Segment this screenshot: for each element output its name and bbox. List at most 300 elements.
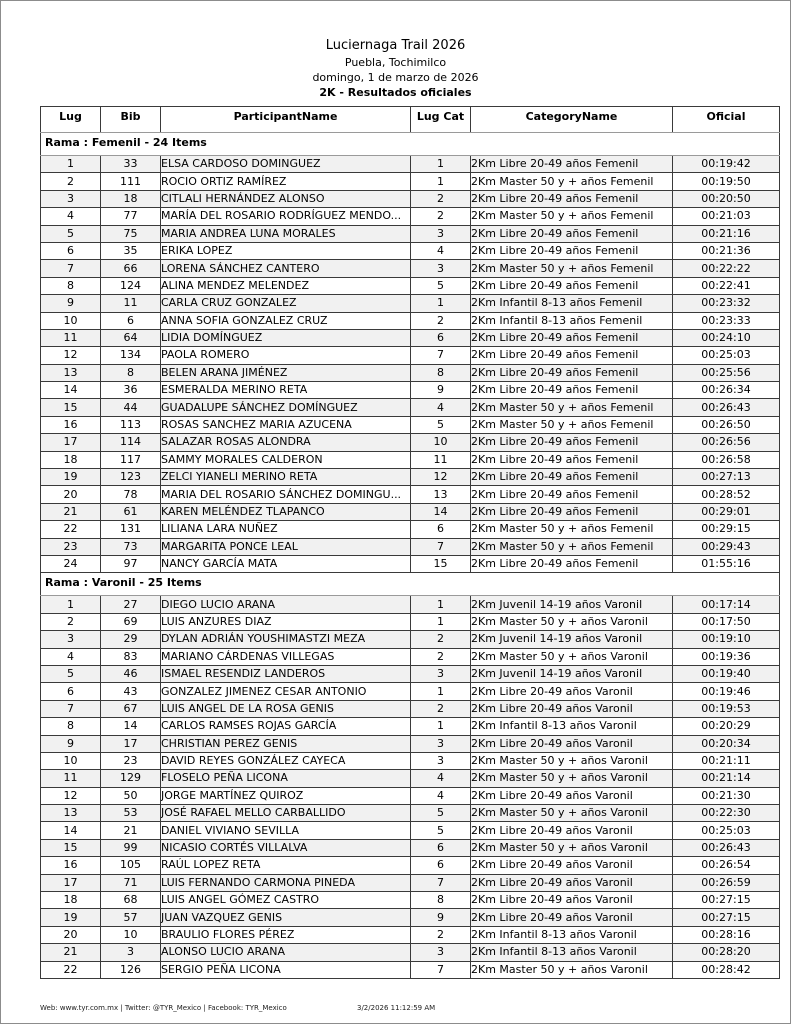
cell-participant-name: SERGIO PEÑA LICONA bbox=[161, 961, 411, 978]
cell-bib: 105 bbox=[101, 857, 161, 874]
cell-bib: 117 bbox=[101, 451, 161, 468]
cell-participant-name: DANIEL VIVIANO SEVILLA bbox=[161, 822, 411, 839]
cell-lug: 10 bbox=[41, 752, 101, 769]
cell-bib: 123 bbox=[101, 469, 161, 486]
cell-bib: 10 bbox=[101, 926, 161, 943]
cell-participant-name: MARIA DEL ROSARIO SÁNCHEZ DOMINGU... bbox=[161, 486, 411, 503]
cell-participant-name: JUAN VAZQUEZ GENIS bbox=[161, 909, 411, 926]
cell-participant-name: ESMERALDA MERINO RETA bbox=[161, 382, 411, 399]
table-row bbox=[41, 521, 780, 538]
table-row bbox=[41, 486, 780, 503]
cell-participant-name: MARIA ANDREA LUNA MORALES bbox=[161, 225, 411, 242]
cell-participant-name: NANCY GARCÍA MATA bbox=[161, 555, 411, 572]
event-title: Luciernaga Trail 2026 bbox=[325, 38, 466, 53]
cell-lug-cat: 3 bbox=[411, 225, 471, 242]
cell-category-name: 2Km Libre 20-49 años Varonil bbox=[471, 700, 673, 717]
group-label: Rama : Femenil - 24 Items bbox=[41, 133, 780, 156]
cell-participant-name: PAOLA ROMERO bbox=[161, 347, 411, 364]
cell-participant-name: ELSA CARDOSO DOMINGUEZ bbox=[161, 156, 411, 173]
cell-lug-cat: 6 bbox=[411, 329, 471, 346]
cell-category-name: 2Km Master 50 y + años Varonil bbox=[471, 839, 673, 856]
cell-lug-cat: 2 bbox=[411, 208, 471, 225]
cell-lug: 16 bbox=[41, 857, 101, 874]
cell-category-name: 2Km Libre 20-49 años Femenil bbox=[471, 225, 673, 242]
cell-category-name: 2Km Libre 20-49 años Femenil bbox=[471, 329, 673, 346]
cell-lug: 11 bbox=[41, 770, 101, 787]
table-row bbox=[41, 277, 780, 294]
cell-oficial: 00:26:50 bbox=[673, 416, 780, 433]
cell-category-name: 2Km Master 50 y + años Femenil bbox=[471, 538, 673, 555]
cell-lug: 23 bbox=[41, 538, 101, 555]
table-row bbox=[41, 596, 780, 613]
cell-oficial: 00:20:34 bbox=[673, 735, 780, 752]
cell-lug: 12 bbox=[41, 787, 101, 804]
cell-lug-cat: 9 bbox=[411, 382, 471, 399]
cell-lug: 21 bbox=[41, 503, 101, 520]
cell-oficial: 00:21:30 bbox=[673, 787, 780, 804]
cell-bib: 17 bbox=[101, 735, 161, 752]
cell-lug: 8 bbox=[41, 277, 101, 294]
cell-oficial: 00:21:16 bbox=[673, 225, 780, 242]
cell-bib: 69 bbox=[101, 613, 161, 630]
cell-oficial: 00:27:15 bbox=[673, 909, 780, 926]
col-header-category-name: CategoryName bbox=[471, 107, 673, 133]
cell-participant-name: LUIS FERNANDO CARMONA PINEDA bbox=[161, 874, 411, 891]
cell-oficial: 00:26:58 bbox=[673, 451, 780, 468]
cell-lug-cat: 2 bbox=[411, 190, 471, 207]
cell-oficial: 00:17:50 bbox=[673, 613, 780, 630]
table-row bbox=[41, 416, 780, 433]
event-date: domingo, 1 de marzo de 2026 bbox=[312, 71, 479, 84]
event-location: Puebla, Tochimilco bbox=[344, 56, 447, 69]
col-header-lug: Lug bbox=[41, 107, 101, 133]
cell-participant-name: LILIANA LARA NUÑEZ bbox=[161, 521, 411, 538]
cell-participant-name: BELEN ARANA JIMÉNEZ bbox=[161, 364, 411, 381]
cell-lug-cat: 1 bbox=[411, 156, 471, 173]
cell-category-name: 2Km Libre 20-49 años Femenil bbox=[471, 486, 673, 503]
cell-lug-cat: 2 bbox=[411, 926, 471, 943]
cell-lug: 15 bbox=[41, 399, 101, 416]
report-subtitle: 2K - Resultados oficiales bbox=[319, 86, 472, 99]
cell-category-name: 2Km Libre 20-49 años Femenil bbox=[471, 451, 673, 468]
cell-oficial: 00:21:36 bbox=[673, 242, 780, 259]
cell-bib: 64 bbox=[101, 329, 161, 346]
table-row bbox=[41, 961, 780, 978]
cell-participant-name: CITLALI HERNÁNDEZ ALONSO bbox=[161, 190, 411, 207]
cell-lug-cat: 5 bbox=[411, 416, 471, 433]
group-header-row bbox=[41, 133, 780, 156]
cell-bib: 78 bbox=[101, 486, 161, 503]
cell-category-name: 2Km Infantil 8-13 años Varonil bbox=[471, 944, 673, 961]
table-row bbox=[41, 173, 780, 190]
cell-lug: 12 bbox=[41, 347, 101, 364]
cell-bib: 97 bbox=[101, 555, 161, 572]
cell-lug-cat: 1 bbox=[411, 295, 471, 312]
cell-bib: 73 bbox=[101, 538, 161, 555]
cell-oficial: 00:19:36 bbox=[673, 648, 780, 665]
cell-oficial: 00:21:14 bbox=[673, 770, 780, 787]
col-header-participant-name: ParticipantName bbox=[161, 107, 411, 133]
table-row bbox=[41, 451, 780, 468]
cell-oficial: 00:24:10 bbox=[673, 329, 780, 346]
cell-oficial: 00:27:15 bbox=[673, 892, 780, 909]
table-row bbox=[41, 718, 780, 735]
cell-bib: 75 bbox=[101, 225, 161, 242]
cell-lug: 1 bbox=[41, 156, 101, 173]
cell-bib: 68 bbox=[101, 892, 161, 909]
table-row bbox=[41, 613, 780, 630]
table-row bbox=[41, 555, 780, 572]
cell-participant-name: SAMMY MORALES CALDERON bbox=[161, 451, 411, 468]
cell-bib: 134 bbox=[101, 347, 161, 364]
cell-category-name: 2Km Juvenil 14-19 años Varonil bbox=[471, 596, 673, 613]
cell-oficial: 00:25:56 bbox=[673, 364, 780, 381]
table-row bbox=[41, 225, 780, 242]
cell-oficial: 00:28:52 bbox=[673, 486, 780, 503]
cell-lug: 2 bbox=[41, 613, 101, 630]
cell-category-name: 2Km Infantil 8-13 años Femenil bbox=[471, 312, 673, 329]
cell-category-name: 2Km Libre 20-49 años Varonil bbox=[471, 909, 673, 926]
cell-lug-cat: 8 bbox=[411, 892, 471, 909]
cell-bib: 111 bbox=[101, 173, 161, 190]
cell-bib: 126 bbox=[101, 961, 161, 978]
cell-lug-cat: 10 bbox=[411, 434, 471, 451]
cell-category-name: 2Km Master 50 y + años Varonil bbox=[471, 770, 673, 787]
cell-category-name: 2Km Master 50 y + años Varonil bbox=[471, 805, 673, 822]
cell-participant-name: JOSÉ RAFAEL MELLO CARBALLIDO bbox=[161, 805, 411, 822]
cell-category-name: 2Km Libre 20-49 años Femenil bbox=[471, 156, 673, 173]
table-row bbox=[41, 364, 780, 381]
col-header-bib: Bib bbox=[101, 107, 161, 133]
cell-bib: 6 bbox=[101, 312, 161, 329]
table-row bbox=[41, 944, 780, 961]
table-row bbox=[41, 683, 780, 700]
cell-lug-cat: 3 bbox=[411, 260, 471, 277]
cell-lug: 6 bbox=[41, 242, 101, 259]
cell-lug-cat: 1 bbox=[411, 596, 471, 613]
table-row bbox=[41, 648, 780, 665]
cell-category-name: 2Km Master 50 y + años Varonil bbox=[471, 613, 673, 630]
cell-oficial: 00:20:29 bbox=[673, 718, 780, 735]
cell-bib: 124 bbox=[101, 277, 161, 294]
cell-lug: 17 bbox=[41, 434, 101, 451]
cell-bib: 18 bbox=[101, 190, 161, 207]
cell-lug: 18 bbox=[41, 892, 101, 909]
group-header-row bbox=[41, 573, 780, 596]
cell-bib: 77 bbox=[101, 208, 161, 225]
cell-oficial: 00:26:54 bbox=[673, 857, 780, 874]
cell-lug-cat: 3 bbox=[411, 665, 471, 682]
cell-participant-name: FLOSELO PEÑA LICONA bbox=[161, 770, 411, 787]
cell-lug-cat: 6 bbox=[411, 857, 471, 874]
cell-participant-name: ISMAEL RESENDIZ LANDEROS bbox=[161, 665, 411, 682]
cell-category-name: 2Km Infantil 8-13 años Varonil bbox=[471, 926, 673, 943]
cell-oficial: 00:26:59 bbox=[673, 874, 780, 891]
cell-participant-name: SALAZAR ROSAS ALONDRA bbox=[161, 434, 411, 451]
table-row bbox=[41, 538, 780, 555]
table-row bbox=[41, 892, 780, 909]
cell-lug-cat: 6 bbox=[411, 521, 471, 538]
cell-bib: 14 bbox=[101, 718, 161, 735]
cell-participant-name: GONZALEZ JIMENEZ CESAR ANTONIO bbox=[161, 683, 411, 700]
footer-print-timestamp: 3/2/2026 11:12:59 AM bbox=[357, 1004, 436, 1012]
table-row bbox=[41, 434, 780, 451]
cell-category-name: 2Km Libre 20-49 años Varonil bbox=[471, 822, 673, 839]
cell-category-name: 2Km Infantil 8-13 años Varonil bbox=[471, 718, 673, 735]
cell-bib: 21 bbox=[101, 822, 161, 839]
cell-category-name: 2Km Libre 20-49 años Varonil bbox=[471, 892, 673, 909]
table-row bbox=[41, 926, 780, 943]
cell-category-name: 2Km Libre 20-49 años Femenil bbox=[471, 503, 673, 520]
cell-bib: 67 bbox=[101, 700, 161, 717]
cell-oficial: 00:29:15 bbox=[673, 521, 780, 538]
table-row bbox=[41, 665, 780, 682]
cell-lug: 19 bbox=[41, 469, 101, 486]
cell-lug-cat: 2 bbox=[411, 631, 471, 648]
cell-participant-name: ALINA MENDEZ MELENDEZ bbox=[161, 277, 411, 294]
cell-bib: 35 bbox=[101, 242, 161, 259]
cell-lug-cat: 12 bbox=[411, 469, 471, 486]
cell-lug-cat: 5 bbox=[411, 277, 471, 294]
cell-lug: 17 bbox=[41, 874, 101, 891]
cell-lug-cat: 7 bbox=[411, 961, 471, 978]
cell-oficial: 00:26:34 bbox=[673, 382, 780, 399]
table-row bbox=[41, 382, 780, 399]
results-body bbox=[41, 133, 780, 979]
cell-lug: 1 bbox=[41, 596, 101, 613]
cell-lug: 6 bbox=[41, 683, 101, 700]
cell-bib: 113 bbox=[101, 416, 161, 433]
cell-participant-name: DYLAN ADRIÁN YOUSHIMASTZI MEZA bbox=[161, 631, 411, 648]
cell-oficial: 00:19:40 bbox=[673, 665, 780, 682]
cell-category-name: 2Km Infantil 8-13 años Femenil bbox=[471, 295, 673, 312]
cell-oficial: 00:23:32 bbox=[673, 295, 780, 312]
cell-category-name: 2Km Libre 20-49 años Varonil bbox=[471, 874, 673, 891]
cell-lug-cat: 2 bbox=[411, 700, 471, 717]
cell-category-name: 2Km Libre 20-49 años Femenil bbox=[471, 242, 673, 259]
cell-lug: 14 bbox=[41, 382, 101, 399]
table-row bbox=[41, 347, 780, 364]
cell-participant-name: GUADALUPE SÁNCHEZ DOMÍNGUEZ bbox=[161, 399, 411, 416]
cell-lug-cat: 14 bbox=[411, 503, 471, 520]
cell-oficial: 00:28:42 bbox=[673, 961, 780, 978]
table-row bbox=[41, 190, 780, 207]
table-row bbox=[41, 839, 780, 856]
cell-lug: 9 bbox=[41, 735, 101, 752]
cell-oficial: 00:19:42 bbox=[673, 156, 780, 173]
cell-bib: 83 bbox=[101, 648, 161, 665]
cell-category-name: 2Km Master 50 y + años Varonil bbox=[471, 752, 673, 769]
cell-lug: 7 bbox=[41, 260, 101, 277]
cell-oficial: 00:29:43 bbox=[673, 538, 780, 555]
cell-participant-name: KAREN MELÉNDEZ TLAPANCO bbox=[161, 503, 411, 520]
cell-oficial: 00:21:03 bbox=[673, 208, 780, 225]
cell-lug-cat: 4 bbox=[411, 242, 471, 259]
cell-category-name: 2Km Libre 20-49 años Varonil bbox=[471, 683, 673, 700]
cell-participant-name: CHRISTIAN PEREZ GENIS bbox=[161, 735, 411, 752]
cell-category-name: 2Km Libre 20-49 años Femenil bbox=[471, 347, 673, 364]
cell-participant-name: ANNA SOFIA GONZALEZ CRUZ bbox=[161, 312, 411, 329]
table-row bbox=[41, 909, 780, 926]
cell-participant-name: ERIKA LOPEZ bbox=[161, 242, 411, 259]
results-table bbox=[40, 106, 780, 979]
cell-lug-cat: 7 bbox=[411, 347, 471, 364]
cell-participant-name: JORGE MARTÍNEZ QUIROZ bbox=[161, 787, 411, 804]
table-row bbox=[41, 208, 780, 225]
cell-lug: 13 bbox=[41, 805, 101, 822]
cell-lug: 16 bbox=[41, 416, 101, 433]
cell-participant-name: ALONSO LUCIO ARANA bbox=[161, 944, 411, 961]
table-row bbox=[41, 295, 780, 312]
cell-lug-cat: 13 bbox=[411, 486, 471, 503]
cell-lug-cat: 4 bbox=[411, 787, 471, 804]
cell-bib: 53 bbox=[101, 805, 161, 822]
cell-lug-cat: 6 bbox=[411, 839, 471, 856]
cell-bib: 8 bbox=[101, 364, 161, 381]
table-row bbox=[41, 874, 780, 891]
cell-bib: 43 bbox=[101, 683, 161, 700]
cell-lug: 19 bbox=[41, 909, 101, 926]
cell-lug: 22 bbox=[41, 961, 101, 978]
cell-lug-cat: 2 bbox=[411, 648, 471, 665]
cell-category-name: 2Km Master 50 y + años Femenil bbox=[471, 416, 673, 433]
cell-participant-name: LIDIA DOMÍNGUEZ bbox=[161, 329, 411, 346]
cell-category-name: 2Km Libre 20-49 años Femenil bbox=[471, 382, 673, 399]
cell-bib: 66 bbox=[101, 260, 161, 277]
cell-oficial: 00:29:01 bbox=[673, 503, 780, 520]
cell-participant-name: MARGARITA PONCE LEAL bbox=[161, 538, 411, 555]
cell-lug-cat: 4 bbox=[411, 770, 471, 787]
cell-participant-name: ROCIO ORTIZ RAMÍREZ bbox=[161, 173, 411, 190]
cell-oficial: 00:22:22 bbox=[673, 260, 780, 277]
cell-oficial: 01:55:16 bbox=[673, 555, 780, 572]
cell-bib: 71 bbox=[101, 874, 161, 891]
cell-category-name: 2Km Master 50 y + años Femenil bbox=[471, 208, 673, 225]
cell-oficial: 00:19:53 bbox=[673, 700, 780, 717]
group-label: Rama : Varonil - 25 Items bbox=[41, 573, 780, 596]
cell-oficial: 00:22:30 bbox=[673, 805, 780, 822]
cell-category-name: 2Km Master 50 y + años Femenil bbox=[471, 521, 673, 538]
table-row bbox=[41, 156, 780, 173]
cell-participant-name: MARIANO CÁRDENAS VILLEGAS bbox=[161, 648, 411, 665]
cell-lug-cat: 1 bbox=[411, 173, 471, 190]
cell-lug-cat: 1 bbox=[411, 613, 471, 630]
cell-category-name: 2Km Libre 20-49 años Femenil bbox=[471, 364, 673, 381]
cell-lug-cat: 7 bbox=[411, 538, 471, 555]
footer-links: Web: www.tyr.com.mx | Twitter: @TYR_Mexico | Facebook: TYR_Mexico bbox=[40, 1004, 287, 1012]
cell-participant-name: CARLA CRUZ GONZALEZ bbox=[161, 295, 411, 312]
cell-lug-cat: 3 bbox=[411, 944, 471, 961]
cell-participant-name: NICASIO CORTÉS VILLALVA bbox=[161, 839, 411, 856]
cell-participant-name: ROSAS SANCHEZ MARIA AZUCENA bbox=[161, 416, 411, 433]
cell-lug: 18 bbox=[41, 451, 101, 468]
cell-category-name: 2Km Libre 20-49 años Varonil bbox=[471, 787, 673, 804]
cell-oficial: 00:17:14 bbox=[673, 596, 780, 613]
cell-oficial: 00:19:50 bbox=[673, 173, 780, 190]
cell-lug: 24 bbox=[41, 555, 101, 572]
cell-lug-cat: 2 bbox=[411, 312, 471, 329]
cell-lug-cat: 15 bbox=[411, 555, 471, 572]
cell-oficial: 00:26:43 bbox=[673, 839, 780, 856]
cell-bib: 99 bbox=[101, 839, 161, 856]
cell-oficial: 00:26:56 bbox=[673, 434, 780, 451]
cell-participant-name: ZELCI YIANELI MERINO RETA bbox=[161, 469, 411, 486]
cell-bib: 29 bbox=[101, 631, 161, 648]
cell-lug: 5 bbox=[41, 665, 101, 682]
cell-lug-cat: 7 bbox=[411, 874, 471, 891]
cell-lug: 9 bbox=[41, 295, 101, 312]
cell-category-name: 2Km Libre 20-49 años Varonil bbox=[471, 857, 673, 874]
cell-category-name: 2Km Master 50 y + años Femenil bbox=[471, 399, 673, 416]
cell-lug: 2 bbox=[41, 173, 101, 190]
cell-lug: 7 bbox=[41, 700, 101, 717]
cell-oficial: 00:26:43 bbox=[673, 399, 780, 416]
table-row bbox=[41, 469, 780, 486]
cell-oficial: 00:28:20 bbox=[673, 944, 780, 961]
cell-lug: 3 bbox=[41, 631, 101, 648]
table-row bbox=[41, 631, 780, 648]
table-row bbox=[41, 857, 780, 874]
cell-category-name: 2Km Libre 20-49 años Femenil bbox=[471, 434, 673, 451]
cell-lug: 22 bbox=[41, 521, 101, 538]
cell-category-name: 2Km Master 50 y + años Varonil bbox=[471, 961, 673, 978]
cell-participant-name: DAVID REYES GONZÁLEZ CAYECA bbox=[161, 752, 411, 769]
cell-participant-name: DIEGO LUCIO ARANA bbox=[161, 596, 411, 613]
cell-bib: 36 bbox=[101, 382, 161, 399]
cell-participant-name: CARLOS RAMSES ROJAS GARCÍA bbox=[161, 718, 411, 735]
cell-oficial: 00:22:41 bbox=[673, 277, 780, 294]
cell-lug: 3 bbox=[41, 190, 101, 207]
cell-bib: 44 bbox=[101, 399, 161, 416]
cell-oficial: 00:21:11 bbox=[673, 752, 780, 769]
cell-lug: 11 bbox=[41, 329, 101, 346]
cell-bib: 57 bbox=[101, 909, 161, 926]
cell-lug: 8 bbox=[41, 718, 101, 735]
cell-oficial: 00:25:03 bbox=[673, 822, 780, 839]
cell-bib: 3 bbox=[101, 944, 161, 961]
table-row bbox=[41, 312, 780, 329]
cell-bib: 46 bbox=[101, 665, 161, 682]
cell-lug: 15 bbox=[41, 839, 101, 856]
cell-bib: 114 bbox=[101, 434, 161, 451]
cell-oficial: 00:23:33 bbox=[673, 312, 780, 329]
cell-bib: 33 bbox=[101, 156, 161, 173]
cell-lug-cat: 3 bbox=[411, 735, 471, 752]
cell-category-name: 2Km Juvenil 14-19 años Varonil bbox=[471, 631, 673, 648]
table-row bbox=[41, 822, 780, 839]
table-row bbox=[41, 399, 780, 416]
cell-lug-cat: 4 bbox=[411, 399, 471, 416]
cell-participant-name: BRAULIO FLORES PÉREZ bbox=[161, 926, 411, 943]
table-row bbox=[41, 242, 780, 259]
cell-lug-cat: 5 bbox=[411, 805, 471, 822]
cell-lug: 4 bbox=[41, 648, 101, 665]
cell-oficial: 00:19:46 bbox=[673, 683, 780, 700]
table-row bbox=[41, 735, 780, 752]
cell-lug-cat: 8 bbox=[411, 364, 471, 381]
table-header-row bbox=[41, 107, 780, 133]
cell-participant-name: MARÍA DEL ROSARIO RODRÍGUEZ MENDO... bbox=[161, 208, 411, 225]
table-row bbox=[41, 329, 780, 346]
table-row bbox=[41, 805, 780, 822]
cell-lug-cat: 5 bbox=[411, 822, 471, 839]
cell-category-name: 2Km Libre 20-49 años Femenil bbox=[471, 190, 673, 207]
cell-bib: 23 bbox=[101, 752, 161, 769]
table-row bbox=[41, 503, 780, 520]
cell-bib: 27 bbox=[101, 596, 161, 613]
cell-category-name: 2Km Libre 20-49 años Varonil bbox=[471, 735, 673, 752]
table-row bbox=[41, 260, 780, 277]
